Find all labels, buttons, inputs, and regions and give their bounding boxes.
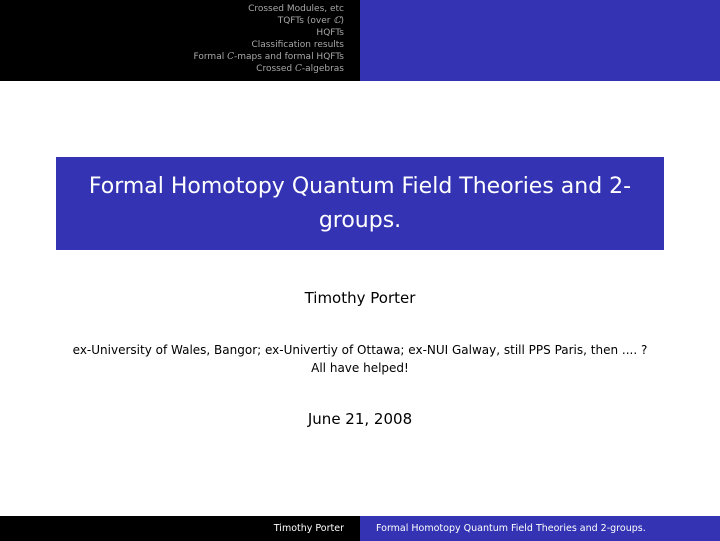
footline-author: Timothy Porter — [0, 516, 360, 541]
presentation-date: June 21, 2008 — [307, 410, 413, 428]
nav-section-hqfts[interactable]: HQFTs — [316, 28, 344, 38]
presentation-title: Formal Homotopy Quantum Field Theories and 2-groups. — [88, 173, 632, 233]
footline-bar — [0, 516, 720, 541]
author-name: Timothy Porter — [304, 289, 416, 307]
nav-section-crossed-algebras[interactable]: Crossed C-algebras — [256, 64, 344, 74]
nav-section-formal-maps[interactable]: Formal C-maps and formal HQFTs — [193, 52, 344, 62]
nav-section-tqfts[interactable]: TQFTs (over ℂ) — [277, 16, 344, 26]
institute-text: ex-University of Wales, Bangor; ex-Univertiy of Ottawa; ex-NUI Galway, still PPS Paris, then .... ? All have helped! — [72, 343, 648, 375]
nav-section-crossed-modules[interactable]: Crossed Modules, etc — [248, 4, 344, 14]
headline-bar — [0, 0, 720, 81]
headline-right-panel — [360, 0, 720, 81]
footline-title: Formal Homotopy Quantum Field Theories and 2-groups. — [360, 516, 720, 541]
title-box — [56, 157, 664, 250]
nav-section-classification[interactable]: Classification results — [251, 40, 344, 50]
section-navigation — [0, 0, 360, 81]
